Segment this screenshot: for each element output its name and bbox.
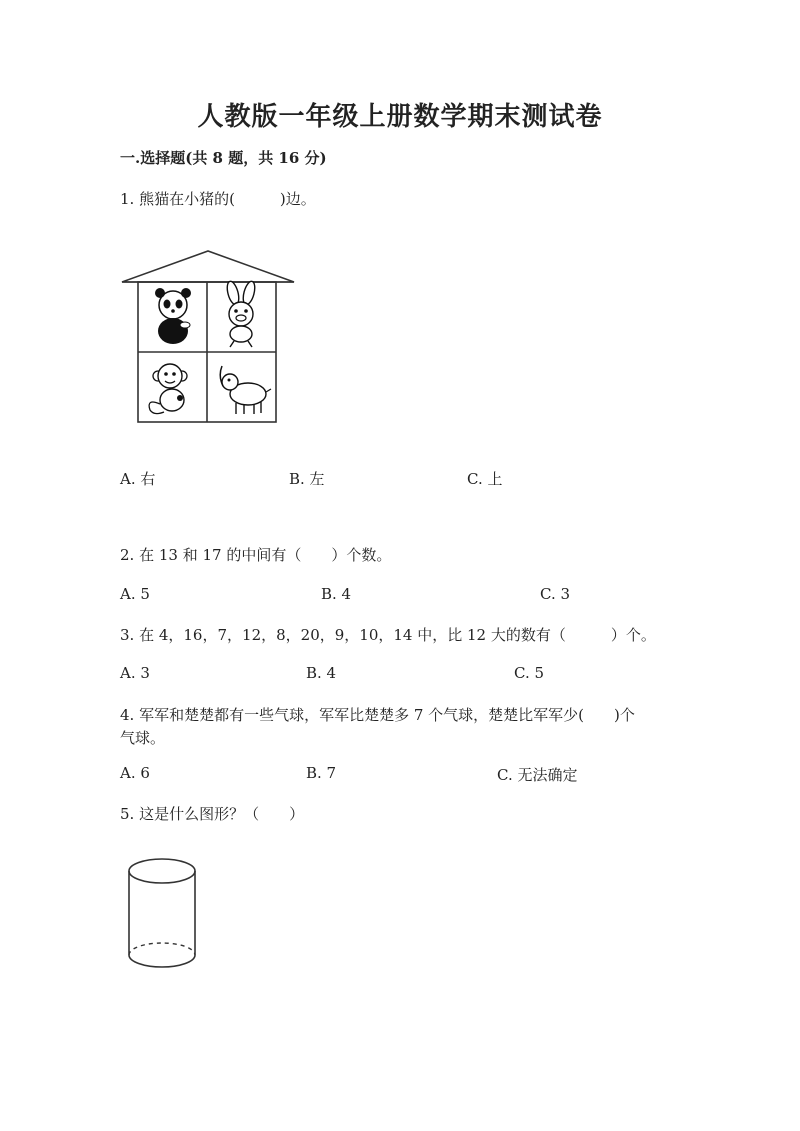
house-figure <box>118 248 298 428</box>
question-4-option-c: C. 无法确定 <box>497 766 578 784</box>
page-title: 人教版一年级上册数学期末测试卷 <box>197 102 603 132</box>
monkey-icon <box>149 364 187 414</box>
question-2-option-a: A. 5 <box>120 585 150 603</box>
pig-icon <box>225 280 257 347</box>
question-4-option-a: A. 6 <box>120 764 150 782</box>
question-3-option-b: B. 4 <box>306 664 337 682</box>
section-title: 一.选择题(共 8 题，共 16 分) <box>120 149 327 167</box>
question-2-option-b: B. 4 <box>321 585 352 603</box>
question-1-option-c: C. 上 <box>467 470 503 488</box>
question-4-stem-line-2: 气球。 <box>120 729 166 747</box>
question-5-stem: 5. 这是什么图形？（ ） <box>120 805 305 823</box>
question-2-stem: 2. 在 13 和 17 的中间有（ ）个数。 <box>120 546 392 564</box>
question-4-option-b: B. 7 <box>306 764 337 782</box>
question-1-option-a: A. 右 <box>120 470 156 488</box>
question-3-option-a: A. 3 <box>120 664 150 682</box>
question-4-stem-line-1: 4. 军军和楚楚都有一些气球，军军比楚楚多 7 个气球，楚楚比军军少( )个 <box>120 706 635 724</box>
question-3-stem: 3. 在 4，16，7，12，8，20，9，10，14 中，比 12 大的数有（ ）个。 <box>120 626 656 644</box>
question-1-stem: 1. 熊猫在小猪的( )边。 <box>120 190 316 208</box>
panda-icon <box>155 288 191 344</box>
question-2-option-c: C. 3 <box>540 585 571 603</box>
question-3-option-c: C. 5 <box>514 664 545 682</box>
cylinder-figure <box>125 855 205 973</box>
question-1-option-b: B. 左 <box>289 470 325 488</box>
elephant-icon <box>220 366 271 414</box>
